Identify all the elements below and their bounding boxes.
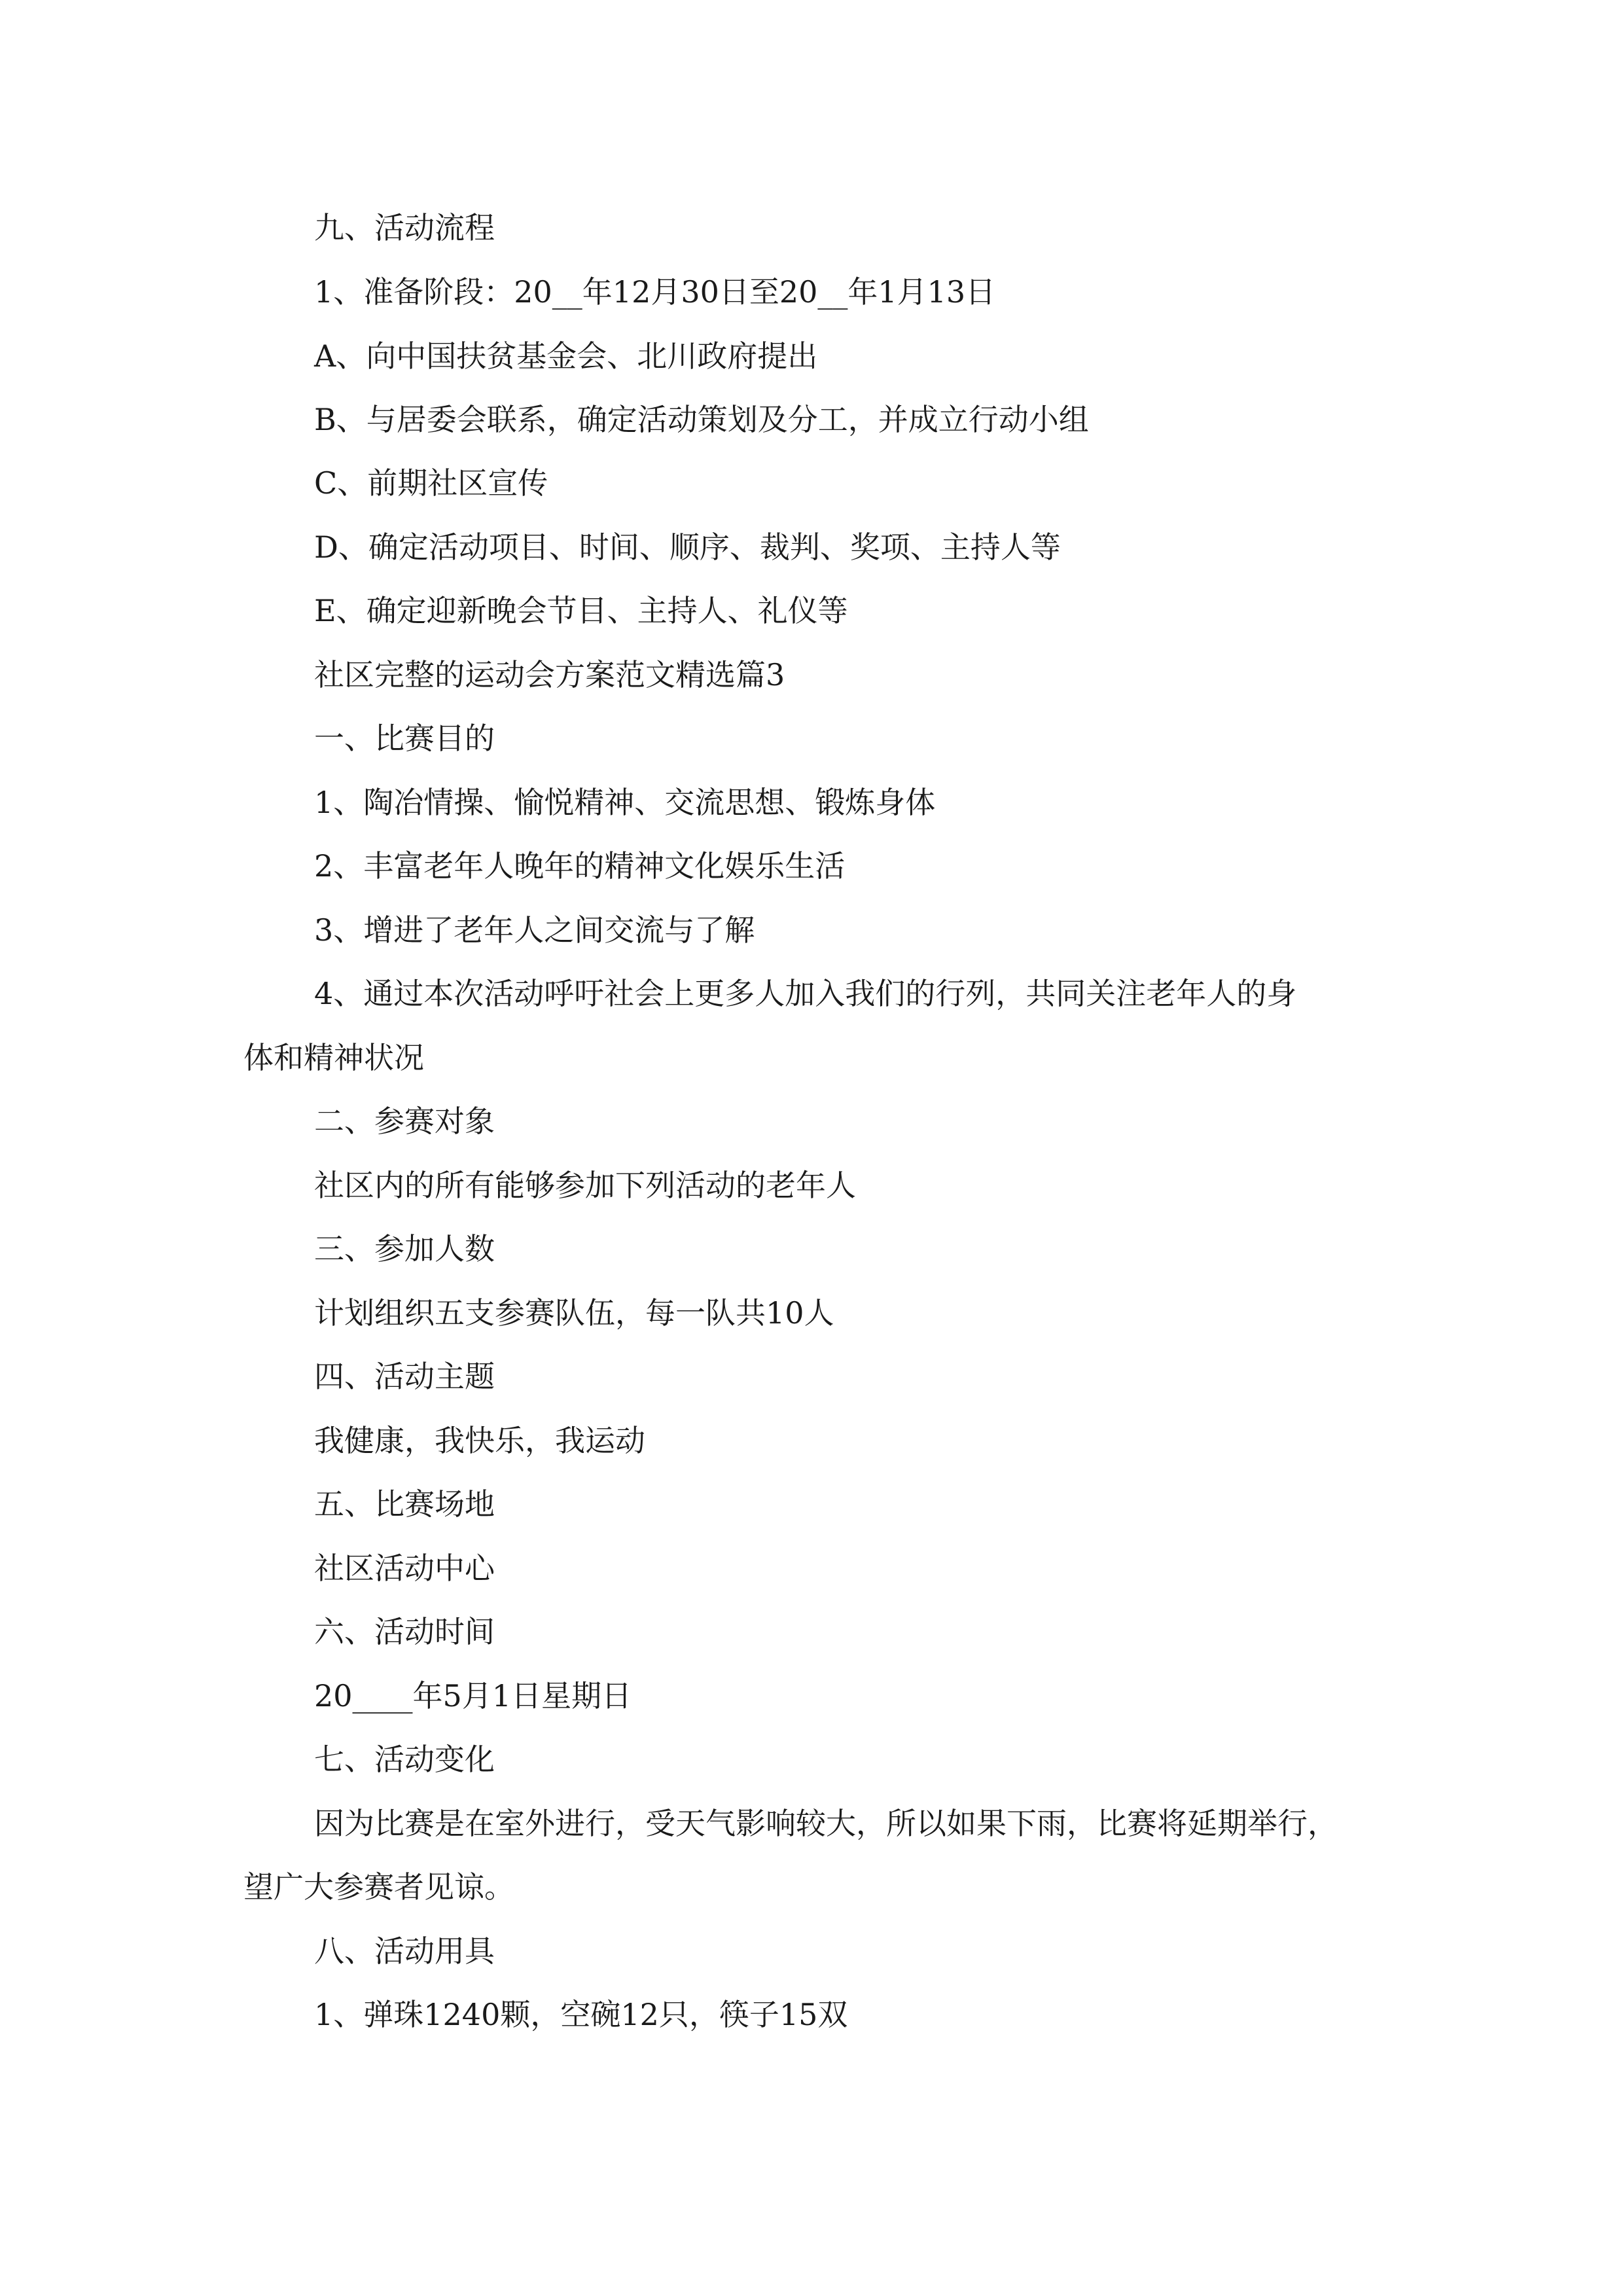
paragraph-line: 1、弹珠1240颗，空碗12只，筷子15双 <box>314 1997 848 2032</box>
paragraph-line: 1、陶冶情操、愉悦精神、交流思想、锻炼身体 <box>314 785 936 820</box>
section-heading: 二、参赛对象 <box>314 1103 495 1139</box>
section-heading: 六、活动时间 <box>314 1614 495 1649</box>
paragraph-line: 4、通过本次活动呼吁社会上更多人加入我们的行列，共同关注老年人的身 <box>314 976 1297 1011</box>
section-heading: 九、活动流程 <box>314 210 495 245</box>
paragraph-line-continued: 体和精神状况 <box>243 1040 424 1075</box>
section-heading: 五、比赛场地 <box>314 1486 495 1522</box>
paragraph-line: 3、增进了老年人之间交流与了解 <box>314 912 755 948</box>
paragraph-line: 我健康，我快乐，我运动 <box>314 1423 645 1458</box>
paragraph-line: C、前期社区宣传 <box>314 465 548 501</box>
section-heading: 三、参加人数 <box>314 1231 495 1266</box>
section-heading: 一、比赛目的 <box>314 721 495 756</box>
paragraph-line-continued: 望广大参赛者见谅。 <box>243 1869 514 1905</box>
section-heading: 八、活动用具 <box>314 1933 495 1969</box>
paragraph-line: 社区内的所有能够参加下列活动的老年人 <box>314 1168 856 1203</box>
paragraph-line: 因为比赛是在室外进行，受天气影响较大，所以如果下雨，比赛将延期举行， <box>314 1806 1338 1841</box>
paragraph-line: E、确定迎新晚会节目、主持人、礼仪等 <box>314 593 848 628</box>
section-heading: 四、活动主题 <box>314 1359 495 1394</box>
paragraph-line: 2、丰富老年人晚年的精神文化娱乐生活 <box>314 848 846 884</box>
paragraph-line: B、与居委会联系，确定活动策划及分工，并成立行动小组 <box>314 402 1089 437</box>
paragraph-line: 20____年5月1日星期日 <box>314 1678 632 1713</box>
article-title: 社区完整的运动会方案范文精选篇3 <box>314 657 785 692</box>
paragraph-line: 计划组织五支参赛队伍，每一队共10人 <box>314 1295 834 1331</box>
paragraph-line: A、向中国扶贫基金会、北川政府提出 <box>314 338 818 374</box>
paragraph-line: 社区活动中心 <box>314 1551 495 1586</box>
paragraph-line: D、确定活动项目、时间、顺序、裁判、奖项、主持人等 <box>314 529 1061 565</box>
section-heading: 七、活动变化 <box>314 1742 495 1777</box>
paragraph-line: 1、准备阶段：20__年12月30日至20__年1月13日 <box>314 274 996 310</box>
